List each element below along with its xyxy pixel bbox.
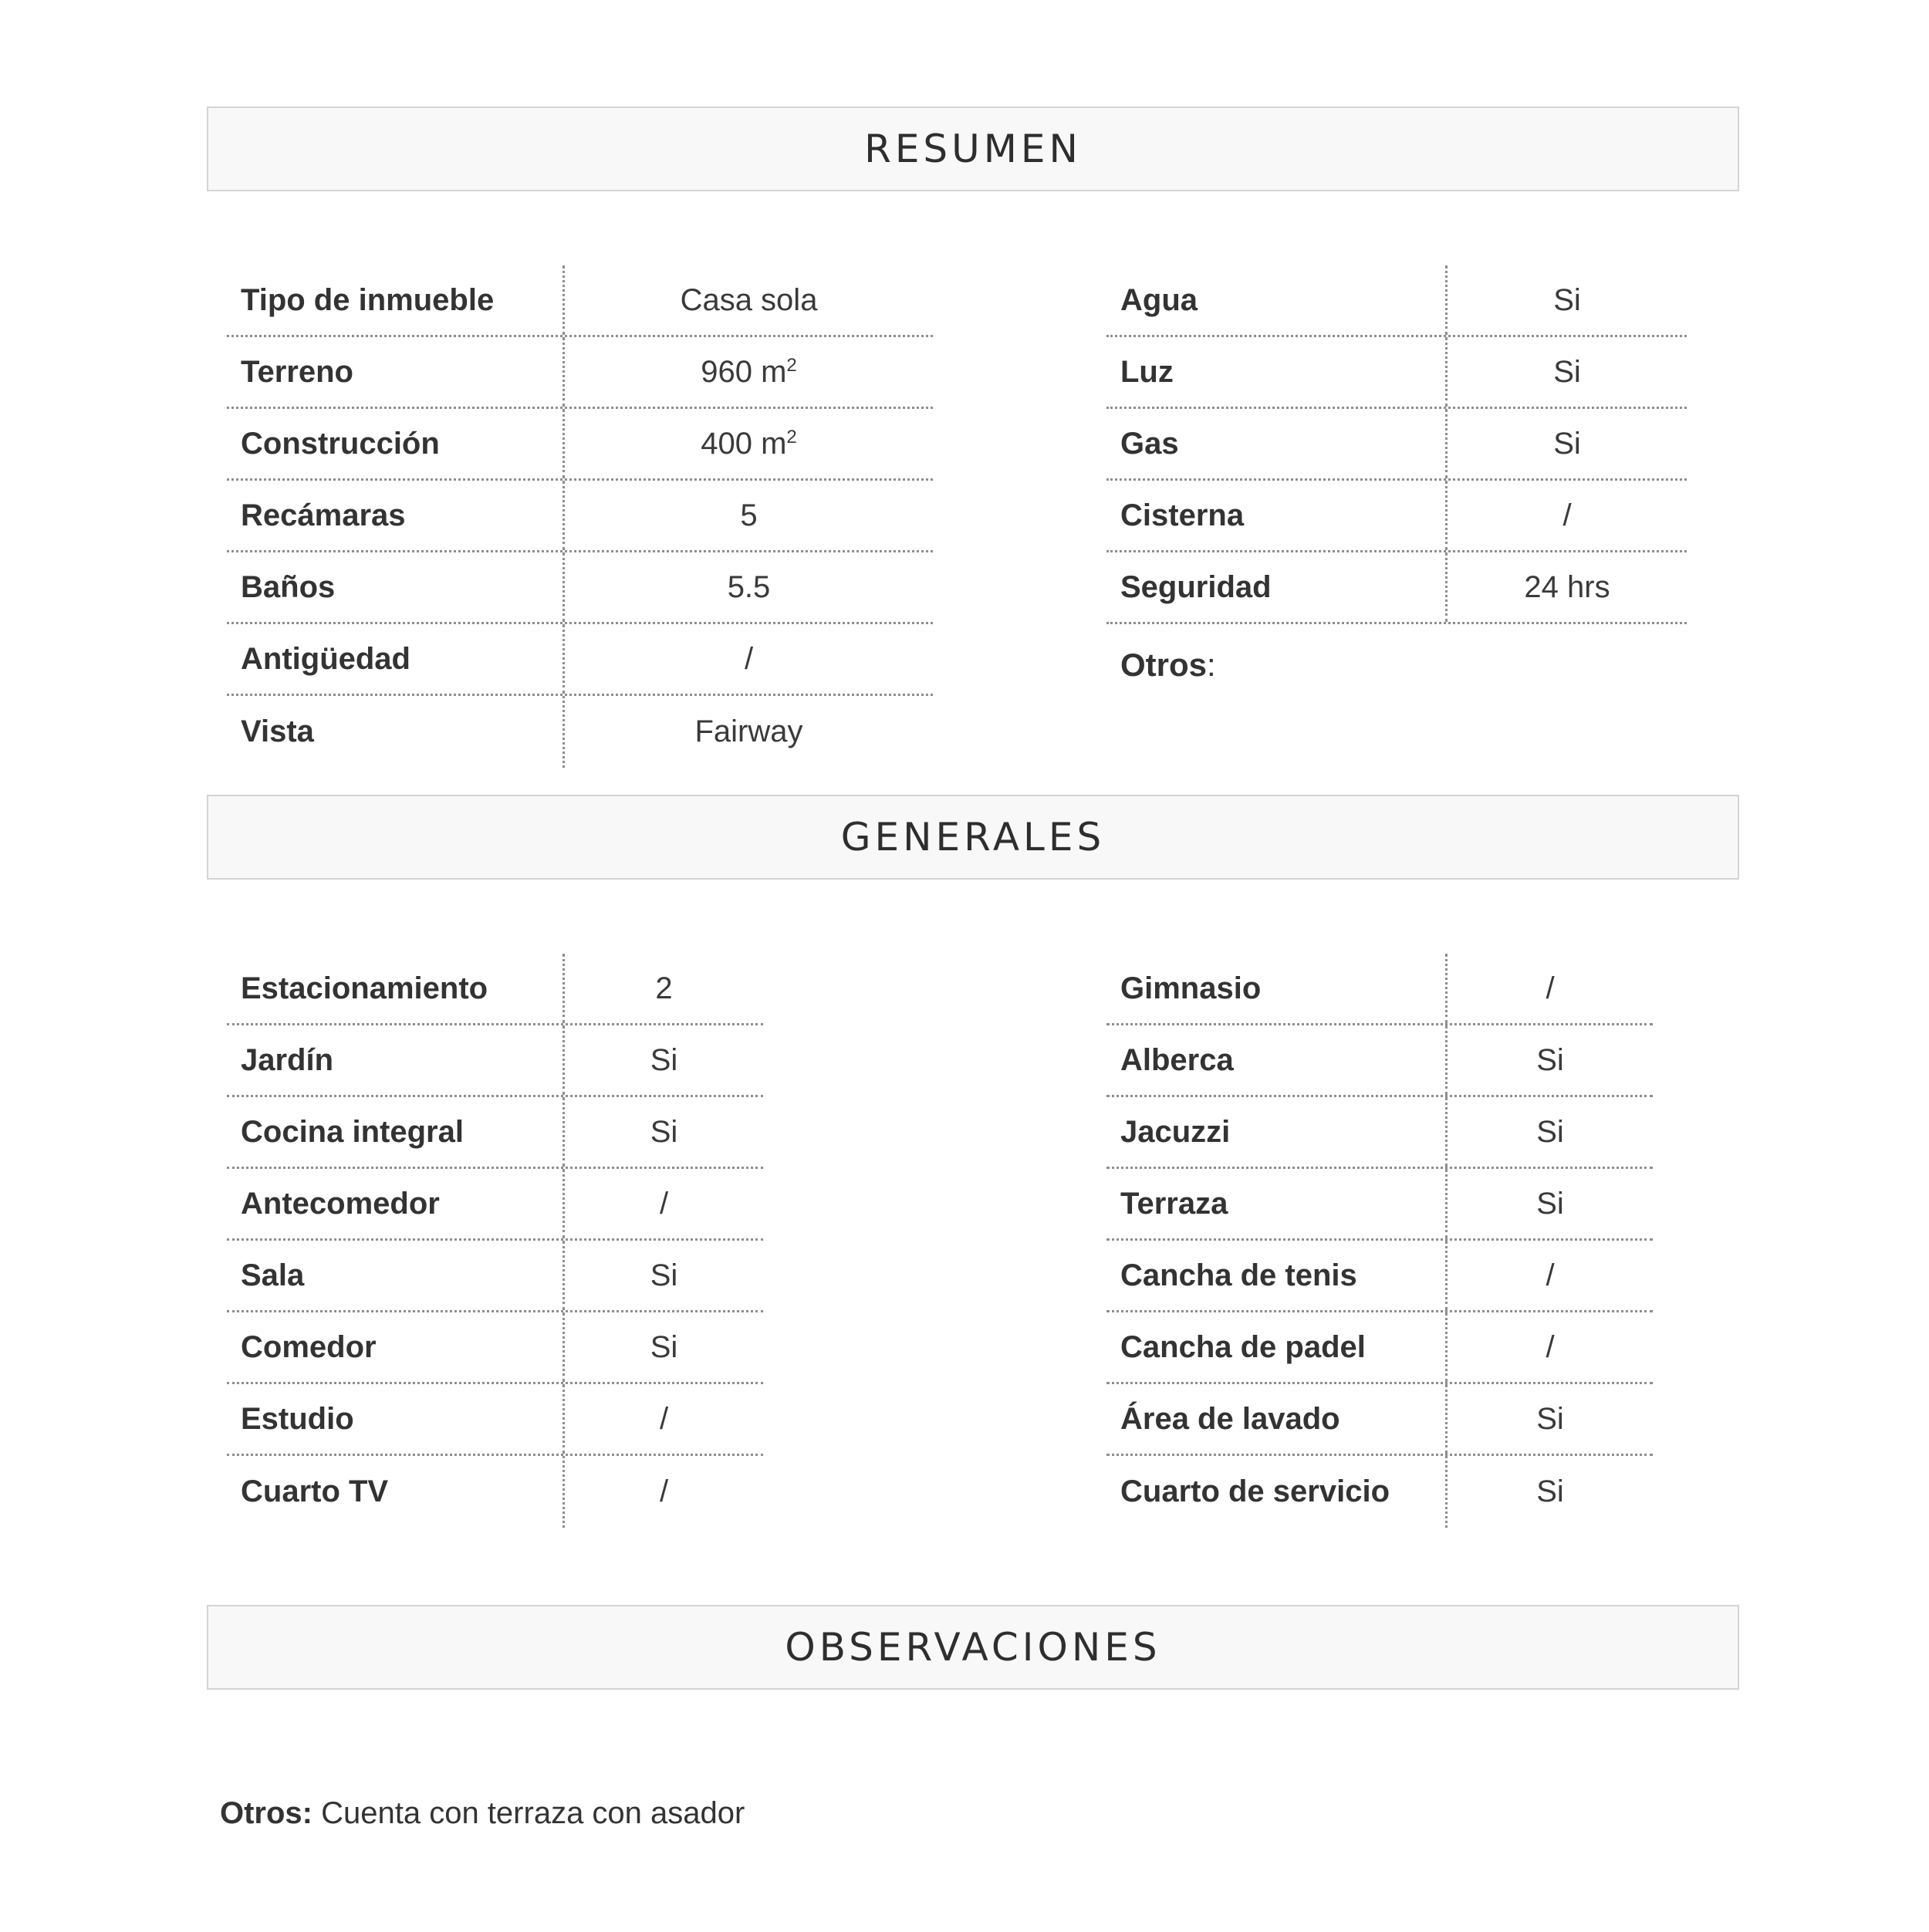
row-label: Cuarto de servicio bbox=[1106, 1456, 1448, 1528]
row-value bbox=[565, 1241, 763, 1310]
row-label: Jardín bbox=[227, 1025, 565, 1095]
row-label: Baños bbox=[227, 552, 565, 622]
row-label: Alberca bbox=[1106, 1025, 1448, 1095]
row-value bbox=[565, 1025, 763, 1095]
section-title: RESUMEN bbox=[864, 127, 1082, 171]
table-row bbox=[1106, 1169, 1653, 1241]
row-value bbox=[565, 265, 933, 335]
row-label: Estudio bbox=[227, 1384, 565, 1454]
row-value bbox=[1448, 1169, 1653, 1238]
row-value bbox=[1448, 1025, 1653, 1095]
table-row bbox=[1106, 1384, 1653, 1456]
observaciones-text bbox=[220, 1796, 745, 1831]
row-value-text: 5.5 bbox=[727, 569, 771, 604]
row-value-text: Si bbox=[1536, 1042, 1564, 1077]
row-label: Jacuzzi bbox=[1106, 1097, 1448, 1167]
row-value-text: Si bbox=[650, 1114, 678, 1149]
row-label: Cocina integral bbox=[227, 1097, 565, 1167]
row-label: Estacionamiento bbox=[227, 954, 565, 1023]
row-label: Agua bbox=[1106, 265, 1448, 335]
section-header-generales bbox=[207, 795, 1739, 880]
generales-right-table bbox=[1106, 954, 1653, 1528]
row-value-text: 960 m bbox=[701, 354, 787, 389]
row-value bbox=[565, 1384, 763, 1454]
table-row bbox=[227, 552, 933, 624]
table-row bbox=[227, 1241, 763, 1312]
generales-left-table bbox=[227, 954, 763, 1528]
row-value-text: 5 bbox=[740, 498, 758, 532]
row-label: Vista bbox=[227, 696, 565, 768]
row-label: Tipo de inmueble bbox=[227, 265, 565, 335]
row-label: Cancha de tenis bbox=[1106, 1241, 1448, 1310]
row-value bbox=[1448, 1097, 1653, 1167]
table-row bbox=[227, 1456, 763, 1528]
row-value-text: / bbox=[1546, 971, 1555, 1005]
table-row bbox=[227, 409, 933, 481]
table-row bbox=[1106, 481, 1687, 552]
table-row bbox=[1106, 1241, 1653, 1312]
row-value bbox=[1448, 1384, 1653, 1454]
row-value bbox=[565, 552, 933, 622]
table-row bbox=[1106, 1025, 1653, 1097]
unit-superscript: 2 bbox=[786, 427, 797, 448]
table-row bbox=[227, 696, 933, 768]
row-label: Antecomedor bbox=[227, 1169, 565, 1238]
row-value-text: Si bbox=[1536, 1114, 1564, 1149]
row-value bbox=[1448, 1456, 1653, 1528]
row-label: Área de lavado bbox=[1106, 1384, 1448, 1454]
row-value-text: / bbox=[659, 1186, 669, 1221]
row-value bbox=[565, 1312, 763, 1382]
row-value-text: Si bbox=[1536, 1474, 1564, 1508]
resumen-right-table bbox=[1106, 265, 1687, 624]
table-row bbox=[227, 1384, 763, 1456]
table-row bbox=[227, 1169, 763, 1241]
row-value bbox=[1448, 552, 1687, 622]
table-row bbox=[1106, 1312, 1653, 1384]
table-row bbox=[227, 1312, 763, 1384]
row-value-text: / bbox=[1546, 1258, 1555, 1292]
row-value bbox=[565, 1169, 763, 1238]
row-value-text: 2 bbox=[655, 971, 673, 1005]
section-title: OBSERVACIONES bbox=[785, 1625, 1161, 1670]
resumen-left-table bbox=[227, 265, 933, 768]
row-value bbox=[1448, 265, 1687, 335]
table-row bbox=[1106, 265, 1687, 337]
table-row bbox=[1106, 337, 1687, 409]
row-label: Cuarto TV bbox=[227, 1456, 565, 1528]
row-value bbox=[565, 409, 933, 478]
row-value bbox=[1448, 954, 1653, 1023]
row-value-text: 24 hrs bbox=[1524, 569, 1610, 604]
row-label: Recámaras bbox=[227, 481, 565, 550]
row-value-text: / bbox=[744, 641, 754, 676]
row-value bbox=[565, 954, 763, 1023]
row-value bbox=[1448, 1312, 1653, 1382]
section-header-resumen bbox=[207, 106, 1739, 191]
row-label: Antigüedad bbox=[227, 624, 565, 694]
row-value bbox=[1448, 481, 1687, 550]
row-value-text: Si bbox=[650, 1258, 678, 1292]
row-label: Terraza bbox=[1106, 1169, 1448, 1238]
row-value bbox=[565, 696, 933, 768]
section-header-observaciones bbox=[207, 1605, 1739, 1690]
row-value-text: Si bbox=[1553, 426, 1581, 461]
table-row bbox=[1106, 552, 1687, 624]
row-label: Comedor bbox=[227, 1312, 565, 1382]
table-row bbox=[227, 954, 763, 1025]
row-value-text: Si bbox=[1553, 354, 1581, 389]
resumen-otros-label: Otros: bbox=[1120, 647, 1216, 683]
row-value-text: Si bbox=[650, 1329, 678, 1364]
table-row bbox=[1106, 1097, 1653, 1169]
table-row bbox=[1106, 954, 1653, 1025]
row-value-text: / bbox=[659, 1474, 669, 1508]
table-row bbox=[227, 1097, 763, 1169]
row-value-text: Si bbox=[650, 1042, 678, 1077]
row-value bbox=[565, 1456, 763, 1528]
observaciones-value: Cuenta con terraza con asador bbox=[312, 1796, 745, 1830]
table-row bbox=[1106, 1456, 1653, 1528]
table-row bbox=[227, 481, 933, 552]
table-row bbox=[227, 624, 933, 696]
row-value-text: 400 m bbox=[701, 426, 787, 461]
row-value bbox=[565, 481, 933, 550]
row-label: Cisterna bbox=[1106, 481, 1448, 550]
row-value-text: Casa sola bbox=[680, 282, 818, 317]
row-label: Gas bbox=[1106, 409, 1448, 478]
row-label: Terreno bbox=[227, 337, 565, 407]
row-label: Luz bbox=[1106, 337, 1448, 407]
row-value-text: / bbox=[1562, 498, 1572, 532]
row-label: Seguridad bbox=[1106, 552, 1448, 622]
unit-superscript: 2 bbox=[786, 355, 797, 376]
observaciones-label: Otros: bbox=[220, 1796, 312, 1830]
row-value-text: / bbox=[659, 1401, 669, 1436]
row-value bbox=[1448, 337, 1687, 407]
section-title: GENERALES bbox=[840, 815, 1106, 860]
row-label: Sala bbox=[227, 1241, 565, 1310]
table-row bbox=[227, 337, 933, 409]
row-label: Gimnasio bbox=[1106, 954, 1448, 1023]
row-label: Cancha de padel bbox=[1106, 1312, 1448, 1382]
row-value bbox=[565, 624, 933, 694]
row-label: Construcción bbox=[227, 409, 565, 478]
row-value-text: Fairway bbox=[694, 714, 803, 748]
row-value-text: Si bbox=[1553, 282, 1581, 317]
table-row bbox=[227, 1025, 763, 1097]
row-value-text: / bbox=[1546, 1329, 1555, 1364]
row-value bbox=[565, 337, 933, 407]
row-value bbox=[565, 1097, 763, 1167]
table-row bbox=[227, 265, 933, 337]
table-row bbox=[1106, 409, 1687, 481]
row-value-text: Si bbox=[1536, 1186, 1564, 1221]
row-value bbox=[1448, 409, 1687, 478]
row-value-text: Si bbox=[1536, 1401, 1564, 1436]
row-value bbox=[1448, 1241, 1653, 1310]
